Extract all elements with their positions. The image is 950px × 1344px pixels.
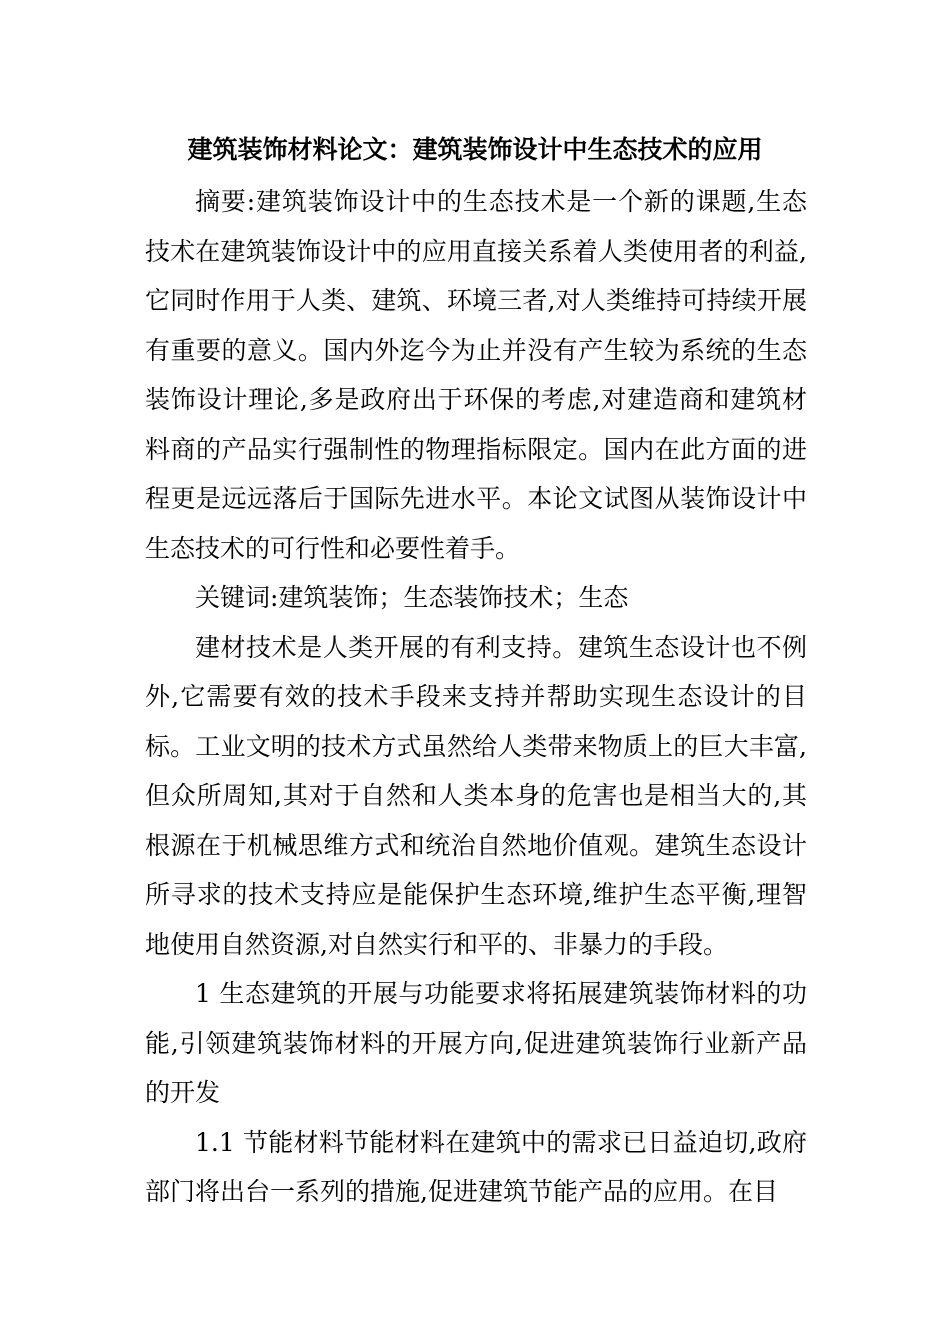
section-heading-1: 1 生态建筑的开展与功能要求将拓展建筑装饰材料的功能,引领建筑装饰材料的开展方向,促进建筑装饰行业新产品的开发 bbox=[145, 979, 807, 1107]
document-body bbox=[145, 177, 807, 1217]
body-paragraph: 建材技术是人类开展的有利支持。建筑生态设计也不例外,它需要有效的技术手段来支持并帮助实现生态设计的目标。工业文明的技术方式虽然给人类带来物质上的巨大丰富,但众所周知,其对于自然和人类本身的危害也是相当大的,其根源在于机械思维方式和统治自然地价值观。建筑生态设计所寻求的技术支持应是能保护生态环境,维护生态平衡,理智地使用自然资源,对自然实行和平的、非暴力的手段。 bbox=[145, 632, 807, 959]
abstract-paragraph: 摘要:建筑装饰设计中的生态技术是一个新的课题,生态技术在建筑装饰设计中的应用直接关系着人类使用者的利益,它同时作用于人类、建筑、环境三者,对人类维持可持续开展有重要的意义。国内外迄今为止并没有产生较为系统的生态装饰设计理论,多是政府出于环保的考虑,对建造商和建筑材料商的产品实行强制性的物理指标限定。国内在此方面的进程更是远远落后于国际先进水平。本论文试图从装饰设计中生态技术的可行性和必要性着手。 bbox=[145, 187, 807, 563]
keywords-paragraph: 关键词:建筑装饰；生态装饰技术；生态 bbox=[195, 583, 629, 612]
section-paragraph-1-1: 1.1 节能材料节能材料在建筑中的需求已日益迫切,政府部门将出台一系列的措施,促进建筑节能产品的应用。在目 bbox=[145, 1127, 807, 1206]
document-title: 建筑装饰材料论文：建筑装饰设计中生态技术的应用 bbox=[187, 135, 763, 164]
